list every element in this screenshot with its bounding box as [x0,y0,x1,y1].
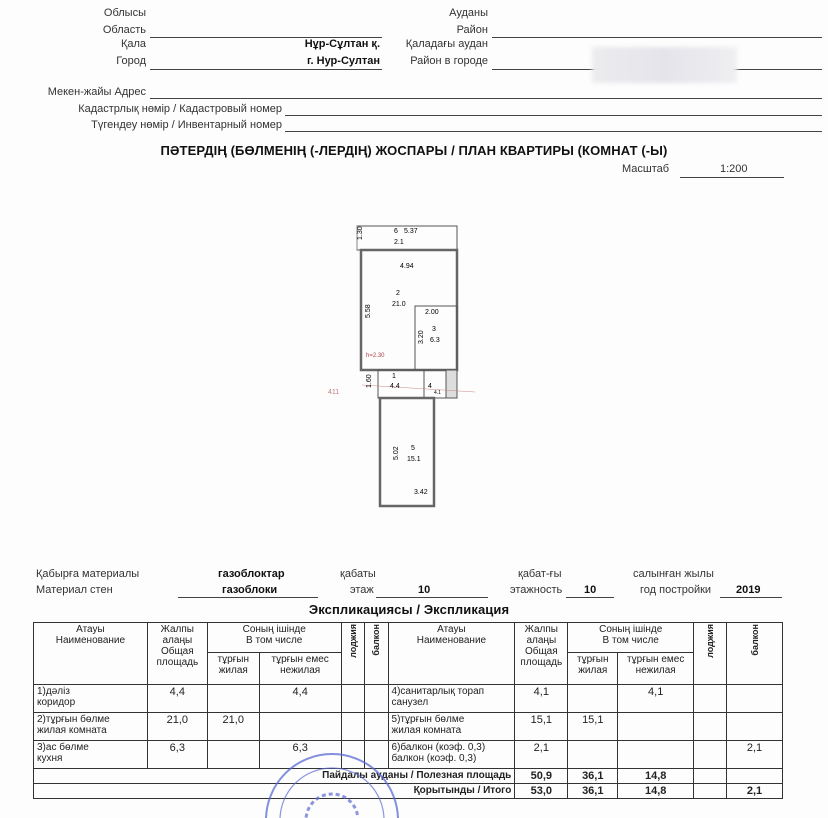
dim-558: 5.58 [365,304,372,318]
room-2-area: 21.0 [392,301,406,308]
dim-200: 2.00 [425,309,439,316]
dim-342: 3.42 [414,489,428,496]
room-5-number: 5 [411,445,415,452]
row3-name: 3)ас бөлме кухня [34,741,148,769]
room-6-area: 2.1 [394,239,404,246]
room-2-number: 2 [396,290,400,297]
city-district-label-ru: Район в городе [410,55,488,67]
row5-balcony [727,713,783,741]
floor-value: 10 [418,584,431,596]
scale-label: Масштаб [622,163,670,175]
header-balcony-left: балкон [364,623,388,685]
wall-label-kz: Қабырға материалы [36,568,140,580]
wall-line [178,597,318,598]
official-stamp [262,748,402,818]
year-line [720,597,782,598]
room-3-area: 6.3 [430,337,440,344]
row4-balcony [727,685,783,713]
city-label-kz: Қала [120,38,146,50]
left-mark: 411 [328,389,340,396]
header-incl-right: Соның ішінде В том числе [568,623,694,653]
city-label-ru: Город [116,55,146,67]
region-label-kz: Облысы [103,7,146,19]
floor-line [376,597,488,598]
table-row [34,713,783,741]
room-4-number: 4 [428,383,432,390]
header-name-left: Атауы Наименование [34,623,148,685]
year-value: 2019 [736,584,761,596]
row3-nonliving: 6,3 [259,741,341,769]
scale-line [680,177,784,178]
row1-nonliving: 4,4 [259,685,341,713]
total-label: Қорытынды / Итого [34,784,515,799]
wall-value-ru: газоблоки [222,584,278,596]
floors-label-ru: этажность [510,584,563,596]
room-1-corridor [378,370,424,398]
row5-name: 5)тұрғын бөлме жилая комната [388,713,515,741]
row5-nonliving [618,713,694,741]
city-district-label-kz: Қаладағы аудан [405,38,488,50]
address-label: Мекен-жайы Адрес [47,86,146,98]
scale-value: 1:200 [720,163,748,175]
plan-title: ПӘТЕРДІҢ (БӨЛМЕНІҢ (-ЛЕРДІҢ) ЖОСПАРЫ / ПЛАН КВАРТИРЫ (КОМНАТ (-Ы) [160,143,668,158]
cadastral-line [285,115,822,116]
total-balcony: 2,1 [727,784,783,799]
useful-area-row [34,769,783,784]
room-1-area: 4.4 [390,383,400,390]
dim-130: 1.30 [357,226,364,240]
district-line [492,37,822,38]
redacted-area [592,47,737,83]
explication-table [33,622,783,799]
row6-living [568,741,618,769]
row4-living [568,685,618,713]
dim-160: 1.60 [366,374,373,388]
district-label-kz: Ауданы [449,7,488,19]
row4-area: 4,1 [515,685,568,713]
total-nonliving: 14,8 [618,784,694,799]
row4-name: 4)санитарлық торап санузел [388,685,515,713]
header-nonliving-left: тұрғын емес нежилая [259,653,341,685]
room-3-number: 3 [432,326,436,333]
year-label-ru: год постройки [640,584,712,596]
row6-area: 2,1 [515,741,568,769]
total-row [34,784,783,799]
explication-title: Экспликациясы / Экспликация [308,602,510,617]
dim-320: 3.20 [418,330,425,344]
wall-label-ru: Материал стен [36,584,113,596]
inventory-label: Түгендеу нөмір / Инвентарный номер [91,119,282,131]
total-area: 53,0 [515,784,568,799]
dim-537: 5.37 [404,228,418,235]
useful-area-nonliving: 14,8 [618,769,694,784]
district-label-ru: Район [456,24,488,36]
row2-name: 2)тұрғын бөлме жилая комната [34,713,148,741]
row5-area: 15,1 [515,713,568,741]
row5-living: 15,1 [568,713,618,741]
inventory-line [285,131,822,132]
dim-502: 5.02 [393,446,400,460]
row3-area: 6,3 [147,741,207,769]
header-living-left: тұрғын жилая [207,653,259,685]
row4-nonliving: 4,1 [618,685,694,713]
row2-area: 21,0 [147,713,207,741]
wall-value-kz: газоблоктар [218,568,285,580]
header-incl-left: Соның ішінде В том числе [207,623,341,653]
row1-living [207,685,259,713]
floor-label-kz: қабаты [340,568,376,580]
header-living-right: тұрғын жилая [568,653,618,685]
city-value-kz: Нұр-Сұлтан қ. [304,38,380,50]
region-label-ru: Область [102,24,146,36]
useful-area-living: 36,1 [568,769,618,784]
table-row [34,685,783,713]
floors-value: 10 [584,584,597,596]
floor-plan [310,220,480,515]
row1-area: 4,4 [147,685,207,713]
dim-494: 4.94 [400,263,414,270]
city-value-ru: г. Нур-Султан [307,55,380,67]
table-row [34,741,783,769]
row1-name: 1)дәліз коридор [34,685,148,713]
row6-balcony: 2,1 [727,741,783,769]
room-6-number: 6 [394,228,398,235]
room-4-area: 4.1 [434,390,441,396]
total-living: 36,1 [568,784,618,799]
header-loggia-right: лоджия [694,623,727,685]
row3-living [207,741,259,769]
header-area-right: Жалпы алаңы Общая площадь [515,623,568,685]
header-name-right: Атауы Наименование [388,623,515,685]
year-label-kz: салынған жылы [633,568,714,580]
header-nonliving-right: тұрғын емес нежилая [618,653,694,685]
row6-name: 6)балкон (коэф. 0,3) балкон (коэф. 0,3) [388,741,515,769]
useful-area-label: Пайдалы ауданы / Полезная площадь [34,769,515,784]
header-balcony-right: балкон [727,623,783,685]
floor-label-ru: этаж [350,584,374,596]
room-1-number: 1 [392,373,396,380]
header-area-left: Жалпы алаңы Общая площадь [147,623,207,685]
room-5-area: 15.1 [407,456,421,463]
row6-nonliving [618,741,694,769]
row2-nonliving [259,713,341,741]
header-loggia-left: лоджия [341,623,364,685]
useful-area-total: 50,9 [515,769,568,784]
city-line [150,69,382,70]
ceiling-height: h=2.30 [366,353,385,359]
floors-label-kz: қабат-ғы [518,568,562,580]
cadastral-label: Кадастрлық нөмір / Кадастровый номер [78,103,282,115]
address-line [150,98,822,99]
floors-line [566,597,614,598]
row2-living: 21,0 [207,713,259,741]
